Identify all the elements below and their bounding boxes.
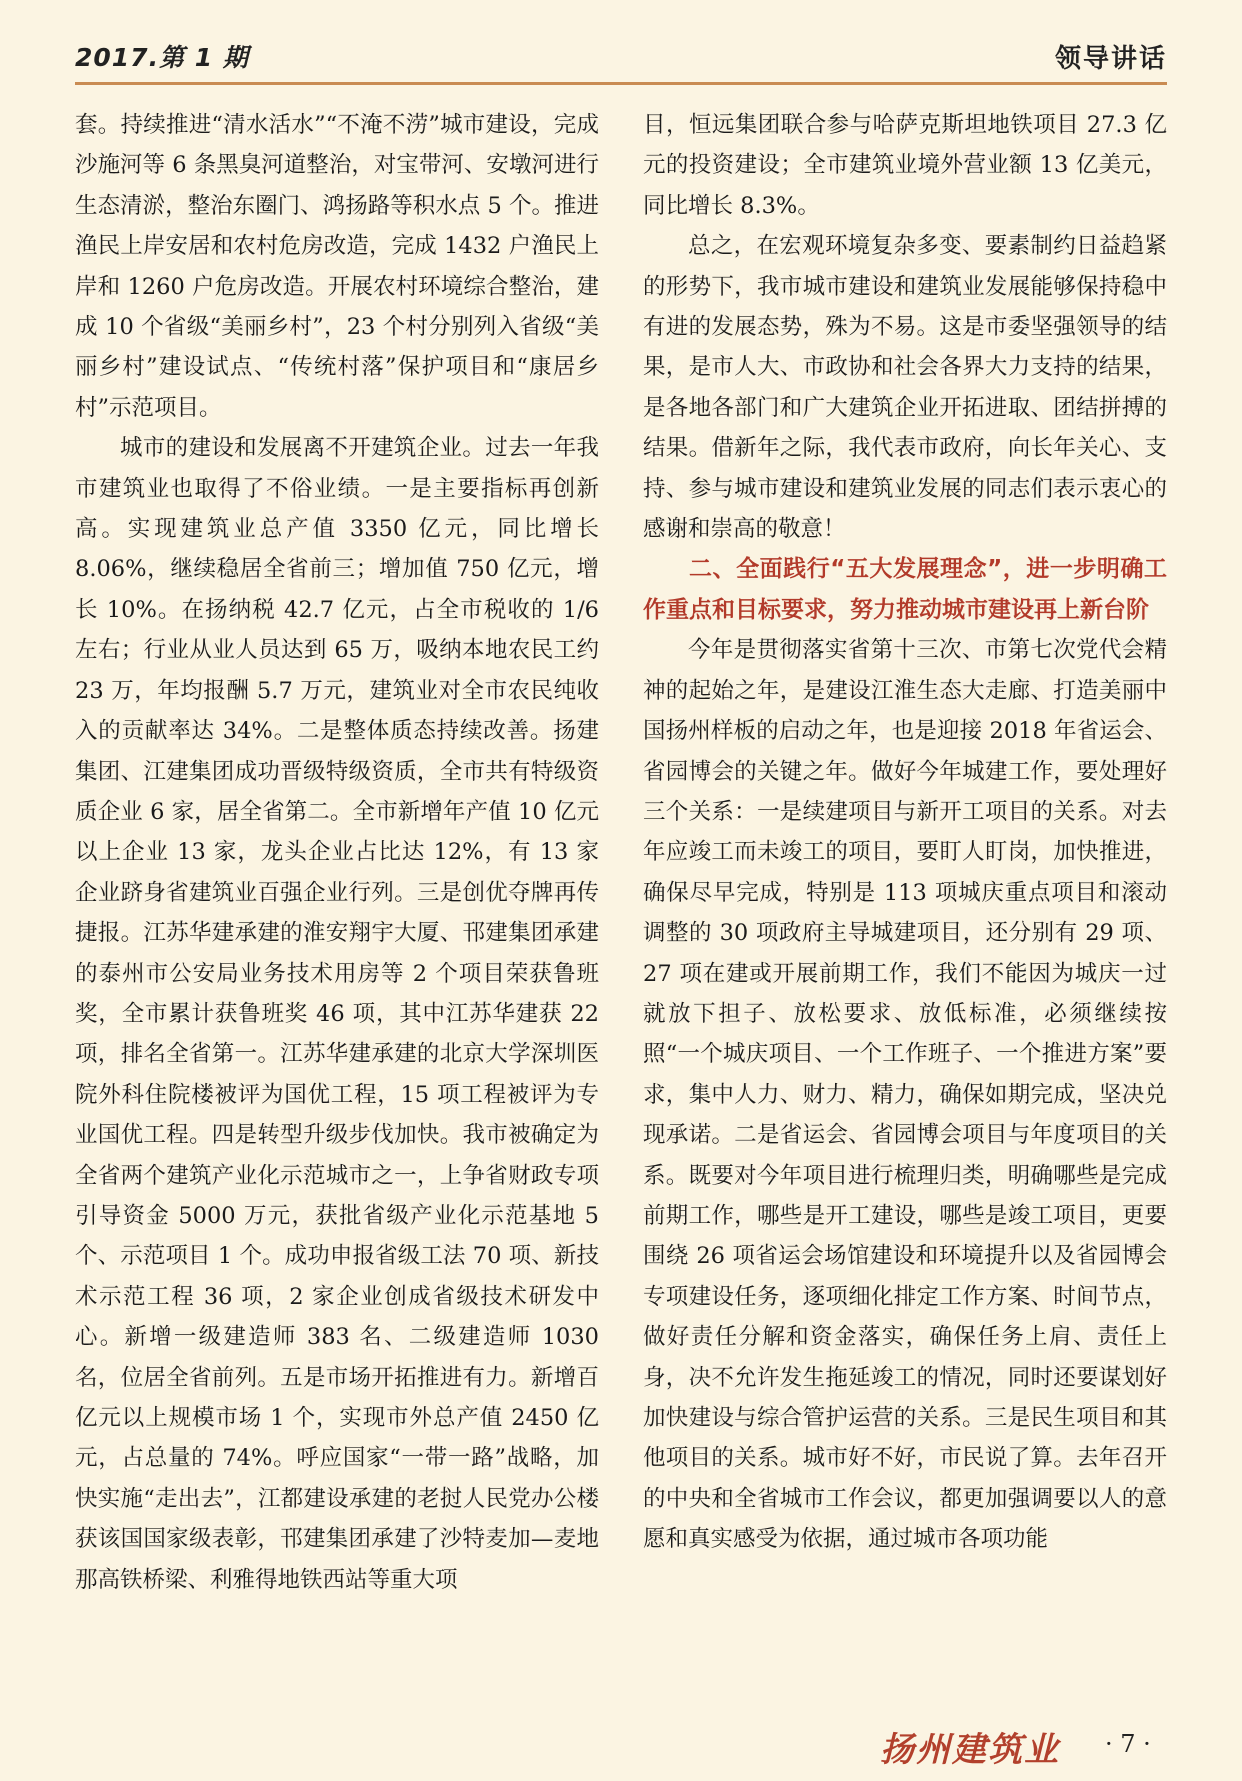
section-title: 领导讲话 bbox=[1054, 44, 1167, 74]
header-divider bbox=[75, 82, 1167, 85]
paragraph: 目，恒远集团联合参与哈萨克斯坦地铁项目 27.3 亿元的投资建设；全市建筑业境外营业额 13 亿美元，同比增长 8.3%。 bbox=[643, 112, 1167, 219]
left-column bbox=[75, 105, 599, 1600]
right-column bbox=[643, 105, 1167, 1560]
issue-label: 2017.第 1 期 bbox=[75, 43, 249, 72]
section-heading: 二、全面践行“五大发展理念”，进一步明确工作重点和目标要求，努力推动城市建设再上新台阶 bbox=[643, 556, 1167, 623]
page-header bbox=[75, 38, 1167, 78]
paragraph: 今年是贯彻落实省第十三次、市第七次党代会精神的起始之年，是建设江淮生态大走廊、打造美丽中国扬州样板的启动之年，也是迎接 2018 年省运会、省园博会的关键之年。做好今年城建工作，要处理好三个关系：一是续建项目与新开工项目的关系。对去年应竣工而未竣工的项目，要盯人盯岗，加快推进，确保尽早完成，特别是 113 项城庆重点项目和滚动调整的 30 项政府主导城建项目，还分别有 29 项、27 项在建或开展前期工作，我们不能因为城庆一过就放下担子、放松要求、放低标准，必须继续按照“一个城庆项目、一个工作班子、一个推进方案”要求，集中人力、财力、精力，确保如期完成，坚决兑现承诺。二是省运会、省园博会项目与年度项目的关系。既要对今年项目进行梳理归类，明确哪些是完成前期工作，哪些是开工建设，哪些是竣工项目，更要围绕 26 项省运会场馆建设和环境提升以及省园博会专项建设任务，逐项细化排定工作方案、时间节点，做好责任分解和资金落实，确保任务上肩、责任上身，决不允许发生拖延竣工的情况，同时还要谋划好加快建设与综合管护运营的关系。三是民生项目和其他项目的关系。城市好不好，市民说了算。去年召开的中央和全省城市工作会议，都更加强调要以人的意愿和真实感受为依据，通过城市各项功能 bbox=[643, 637, 1167, 1553]
paragraph: 套。持续推进“清水活水”“不淹不涝”城市建设，完成沙施河等 6 条黑臭河道整治，对宝带河、安墩河进行生态清淤，整治东圈门、鸿扬路等积水点 5 个。推进渔民上岸安居和农村危房改造，完成 1432 户渔民上岸和 1260 户危房改造。开展农村环境综合整治，建成 10 个省级“美丽乡村”，23 个村分别列入省级“美丽乡村”建设试点、“传统村落”保护项目和“康居乡村”示范项目。 bbox=[75, 112, 599, 421]
paragraph: 总之，在宏观环境复杂多变、要素制约日益趋紧的形势下，我市城市建设和建筑业发展能够保持稳中有进的发展态势，殊为不易。这是市委坚强领导的结果，是市人大、市政协和社会各界大力支持的结果，是各地各部门和广大建筑企业开拓进取、团结拼搏的结果。借新年之际，我代表市政府，向长年关心、支持、参与城市建设和建筑业发展的同志们表示衷心的感谢和崇高的敬意！ bbox=[643, 233, 1167, 543]
magazine-logo: 扬州建筑业 bbox=[880, 1730, 1060, 1770]
paragraph: 城市的建设和发展离不开建筑企业。过去一年我市建筑业也取得了不俗业绩。一是主要指标再创新高。实现建筑业总产值 3350 亿元，同比增长 8.06%，继续稳居全省前三；增加值 750 亿元，增长 10%。在扬纳税 42.7 亿元，占全市税收的 1/6 左右；行业从业人员达到 65 万，吸纳本地农民工约 23 万，年均报酬 5.7 万元，建筑业对全市农民纯收入的贡献率达 34%。二是整体质态持续改善。扬建集团、江建集团成功晋级特级资质，全市共有特级资质企业 6 家，居全省第二。全市新增年产值 10 亿元以上企业 13 家，龙头企业占比达 12%，有 13 家企业跻身省建筑业百强企业行列。三是创优夺牌再传捷报。江苏华建承建的淮安翔宇大厦、邗建集团承建的泰州市公安局业务技术用房等 2 个项目荣获鲁班奖，全市累计获鲁班奖 46 项，其中江苏华建获 22 项，排名全省第一。江苏华建承建的北京大学深圳医院外科住院楼被评为国优工程，15 项工程被评为专业国优工程。四是转型升级步伐加快。我市被确定为全省两个建筑产业化示范城市之一，上争省财政专项引导资金 5000 万元，获批省级产业化示范基地 5 个、示范项目 1 个。成功申报省级工法 70 项、新技术示范工程 36 项，2 家企业创成省级技术研发中心。新增一级建造师 383 名、二级建造师 1030 名，位居全省前列。五是市场开拓推进有力。新增百亿元以上规模市场 1 个，实现市外总产值 2450 亿元，占总量的 74%。呼应国家“一带一路”战略，加快实施“走出去”，江都建设承建的老挝人民党办公楼获该国国家级表彰，邗建集团承建了沙特麦加—麦地那高铁桥梁、利雅得地铁西站等重大项 bbox=[75, 435, 599, 1593]
page-number: · 7 · bbox=[1105, 1730, 1151, 1758]
page-footer bbox=[880, 1722, 1180, 1772]
